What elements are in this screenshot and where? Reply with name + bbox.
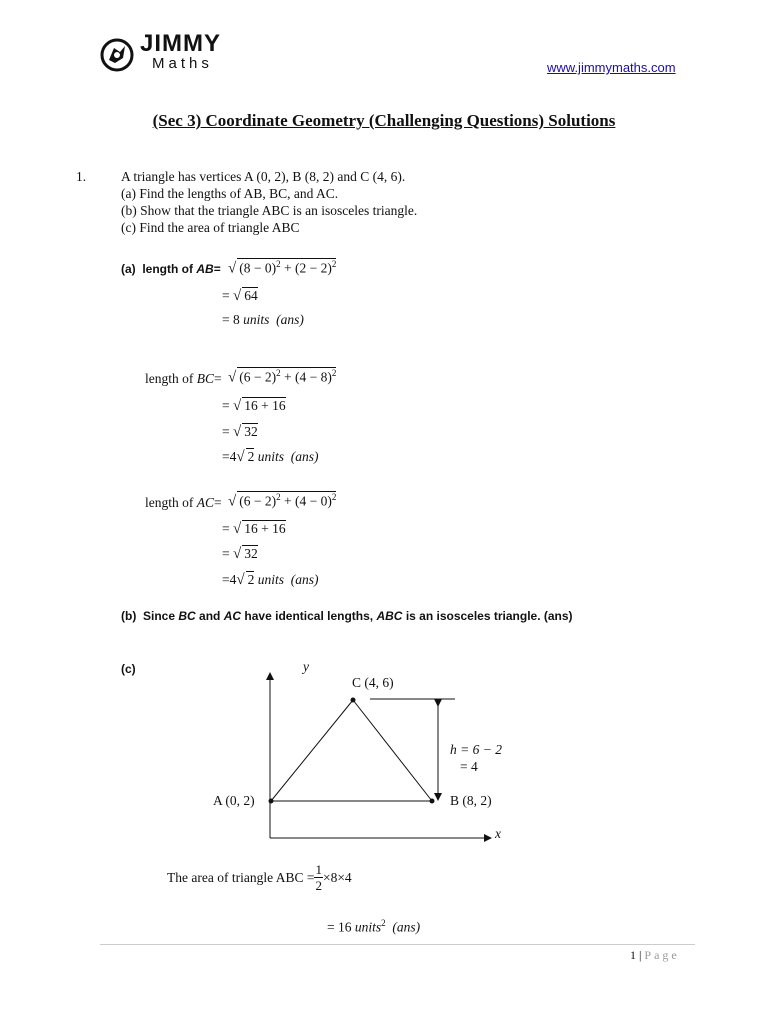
ac-step-3: =4√ 2 units (ans) [222,572,319,588]
bc-label: length of BC= [145,371,222,386]
part-a-label: (a) length of AB= [121,262,221,276]
ab-formula: √ $(8 - 0)^2 + (2 - 2)^2$ [228,259,337,277]
page-title: (Sec 3) Coordinate Geometry (Challenging Questions) Solutions [152,111,616,130]
bc-step-3: =4√ 2 units (ans) [222,449,319,465]
ac-step-2: = √ 32 [222,546,258,562]
area-formula: The area of triangle ABC = $\frac{1}{2}$ ×8×4 [167,862,352,893]
ab-step-2: = 8 units (ans) [222,312,304,327]
ac-step-1: = √ 16 + 16 [222,521,286,537]
height-label: h = 6 − 2 [450,742,502,757]
point-b-label: B (8, 2) [450,793,492,808]
brand-name: JIMMY [140,30,222,57]
part-c-label: (c) [121,662,136,676]
point-a-dot [269,799,274,804]
ab-step-1: = √ 64 [222,288,258,304]
page-number: 1 [630,948,636,962]
website-link[interactable]: www.jimmymaths.com [547,60,676,75]
question-part-c: (c) Find the area of triangle ABC [121,220,300,235]
page-footer: 1 | Page [630,948,680,962]
y-axis-label: y [303,659,309,674]
bc-step-2: = √ 32 [222,424,258,440]
ac-label: length of AC= [145,495,222,510]
question-stem: A triangle has vertices A (0, 2), B (8, 2) and C (4, 6). [121,169,406,184]
area-result: = 16 units$^2$ (ans) [327,918,421,935]
ac-formula: √ $(6 - 2)^2 + (4 - 0)^2$ [228,492,337,510]
one-half-fraction: $\frac{1}{2}$ [315,862,322,893]
footer-divider [100,944,695,945]
page-word: Page [644,948,680,962]
bc-step-1: = √ 16 + 16 [222,398,286,414]
question-part-a: (a) Find the lengths of AB, BC, and AC. [121,186,339,201]
height-value: = 4 [460,759,478,774]
part-b-answer: (b) Since BC and AC have identical lengths, ABC is an isosceles triangle. (ans) [121,609,573,623]
bc-formula: √ $(6 - 2)^2 + (4 - 8)^2$ [228,368,337,386]
question-number: 1. [76,169,87,184]
question-part-b: (b) Show that the triangle ABC is an isosceles triangle. [121,203,418,218]
point-a-label: A (0, 2) [213,793,255,808]
point-c-label: C (4, 6) [352,675,394,690]
point-c-dot [351,698,356,703]
point-b-dot [430,799,435,804]
side-ac [271,700,353,801]
x-axis-label: x [495,826,501,841]
side-bc [353,700,432,801]
brand-subtitle: Maths [152,55,213,72]
